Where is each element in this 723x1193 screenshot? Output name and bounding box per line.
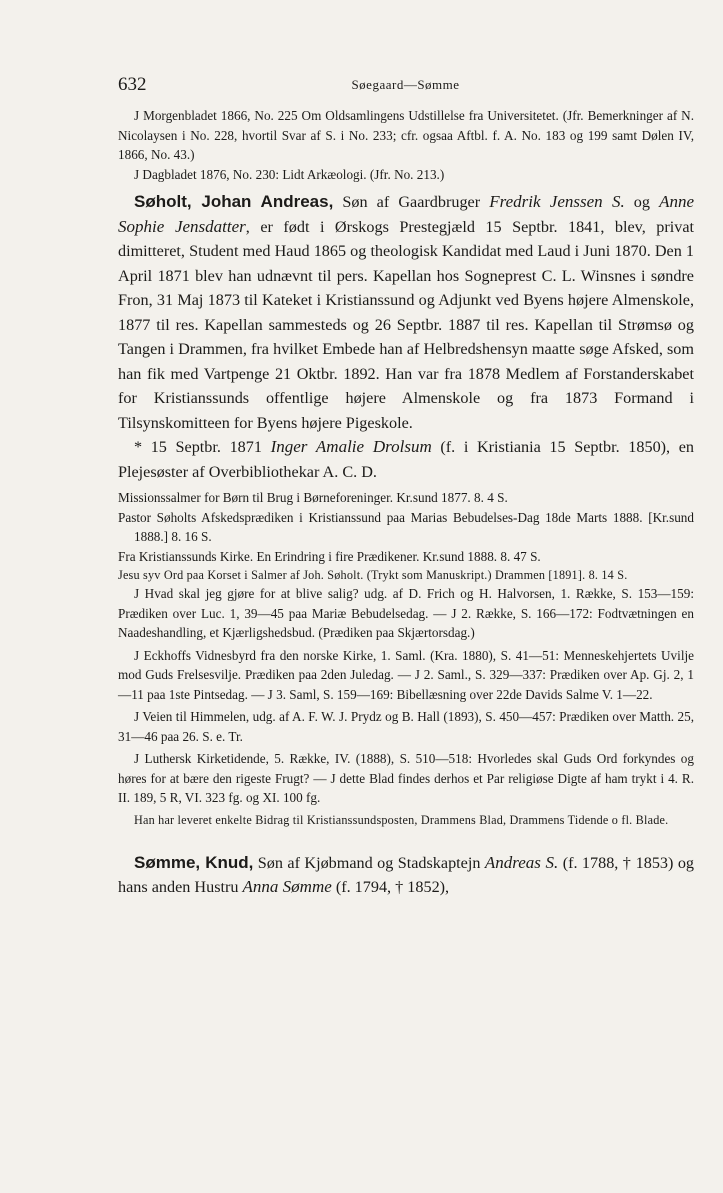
biography-text: , er født i Ørskogs Prestegjæld 15 Septbr. 1841, blev, privat dimitteret, Student med Haud 1865 og theologisk Kandidat med Laud i Juni 1870. Den 1 April 1871 blev han udnævnt til pers. Kapellan hos Sogneprest C. L. Winsnes i søndre Fron, 31 Maj 1873 til Kateket i Kristianssund og Adjunkt ved Byens højere Almenskole, 1877 til res. Kapellan sammesteds og 26 Septbr. 1887 til res. Kapellan til Strømsø og Tangen i Drammen, fra hvilket Embede han af Helbredshensyn maatte søge Afsked, som han fik med Vartpenge 21 Oktbr. 1892. Han var fra 1878 Medlem af Forstanderskabet for Kristianssunds offentlige højere Almenskole og fra 1873 Formand i Tilsynskomitteen for Byens højere Pigeskole. [118, 217, 694, 432]
father-name: Fredrik Jenssen S. [489, 192, 625, 211]
contribution-veien-til-himmelen: J Veien til Himmelen, udg. af A. F. W. J. Prydz og B. Hall (1893), S. 450—457: Prædiken over Matth. 25, 31—46 paa 26. S. e. Tr. [118, 709, 694, 744]
work-afskedspraediken: Pastor Søholts Afskedsprædiken i Kristianssund paa Marias Bebudelses-Dag 18de Marts 1888. [Kr.sund 1888.] 8. 16 S. [118, 509, 694, 544]
work-jesu-syv-ord: Jesu syv Ord paa Korset i Salmer af Joh. Søholt. (Trykt som Manuskript.) Drammen [1891]. 8. 14 S. [118, 568, 628, 582]
reference-dagbladet: J Dagbladet 1876, No. 230: Lidt Arkæologi. (Jfr. No. 213.) [134, 166, 445, 182]
work-kristianssunds-kirke: Fra Kristianssunds Kirke. En Erindring i fire Prædikener. Kr.sund 1888. 8. 47 S. [118, 548, 541, 564]
contribution-luthersk-kirketidende: J Luthersk Kirketidende, 5. Række, IV. (1888), S. 510—518: Hvorledes skal Guds Ord forkyndes og høres for at bære den rigeste Frugt? — J dette Blad findes derhos et Par religiøse Digte af ham trykt i 4. R. II. 189, 5 R, VI. 323 fg. og XI. 100 fg. [118, 751, 694, 805]
mother-name: Anna Sømme [242, 877, 332, 896]
page-text [118, 106, 694, 900]
wife-name: Inger Amalie Drolsum [270, 437, 432, 456]
contribution-vidnesbyrd: J Eckhoffs Vidnesbyrd fra den norske Kirke, 1. Saml. (Kra. 1880), S. 41—51: Menneskehjertets Uvilje mod Guds Frelsesvilje. Prædiken paa 2den Juledag. — J 2. Saml., S. 329—337: Prædiken over Ap. Gj. 2, 1—11 paa 1ste Pintsedag. — J 3. Saml, S. 159—169: Bibellæsning over 22de Davids Salme V. 1—22. [118, 647, 694, 702]
father-name: Andreas S. [484, 852, 559, 872]
work-missionssalmer: Missionssalmer for Børn til Brug i Børneforeninger. Kr.sund 1877. 8. 4 S. [118, 490, 508, 505]
entry-name: Søholt, Johan Andreas, [134, 192, 334, 211]
running-title: Søegaard—Sømme [351, 77, 460, 92]
marriage-paragraph: * 15 Septbr. 1871 Inger Amalie Drolsum (f. i Kristiania 15 Septbr. 1850), en Plejesøster af Overbibliothekar A. C. D. [118, 437, 695, 481]
page-number: 632 [118, 74, 147, 95]
entry-name: Sømme, Knud, [134, 852, 254, 872]
page-header [118, 74, 693, 98]
entry-soholt: Søholt, Johan Andreas, Søn af Gaardbruger Fredrik Jenssen S. og Anne Sophie Jensdatter, er født i Ørskogs Prestegjæld 15 Septbr. 1841, blev, privat dimitteret, Student med Haud 1865 og theologisk Kandidat med Laud i Juni 1870. Den 1 April 1871 blev han udnævnt til pers. Kapellan hos Sogneprest C. L. Winsnes i søndre Fron, 31 Maj 1873 til Kateket i Kristianssund og Adjunkt ved Byens højere Almenskole, 1877 til res. Kapellan sammesteds og 26 Septbr. 1887 til res. Kapellan til Strømsø og Tangen i Drammen, fra hvilket Embede han af Helbredshensyn maatte søge Afsked, som han fik med Vartpenge 21 Oktbr. 1892. Han var fra 1878 Medlem af Forstanderskabet for Kristianssunds offentlige højere Almenskole og fra 1873 Formand i Tilsynskomitteen for Byens højere Pigeskole. [118, 192, 695, 432]
closing-note: Han har leveret enkelte Bidrag til Kristianssundsposten, Drammens Blad, Drammens Tidende o fl. Blade. [134, 812, 669, 827]
mother-name: Anne Sophie Jensdatter [118, 192, 695, 236]
entry-somme: Sømme, Knud, Søn af Kjøbmand og Stadskaptejn Andreas S. (f. 1788, † 1853) og hans anden Hustru Anna Sømme (f. 1794, † 1852), [118, 852, 695, 896]
contribution-hvad-skal-jeg: J Hvad skal jeg gjøre for at blive salig? udg. af D. Frich og H. Halvorsen, 1. Række, S. 153—159: Prædiken over Luc. 1, 39—45 paa Mariæ Bebudelsedag. — J 2. Række, S. 166—172: Fodtvætningen en Naadeshandling, et Kjærligshedsbud. (Prædiken paa Skjærtorsdag.) [118, 586, 694, 640]
reference-morgenbladet: J Morgenbladet 1866, No. 225 Om Oldsamlingens Udstillelse fra Universitetet. (Jfr. Bemerkninger af N. Nicolaysen i No. 228, hvortil Svar af S. i No. 233; cfr. ogsaa Aftbl. f. A. No. 183 og 199 samt Dølen IV, 1866, No. 43.) [118, 108, 694, 162]
